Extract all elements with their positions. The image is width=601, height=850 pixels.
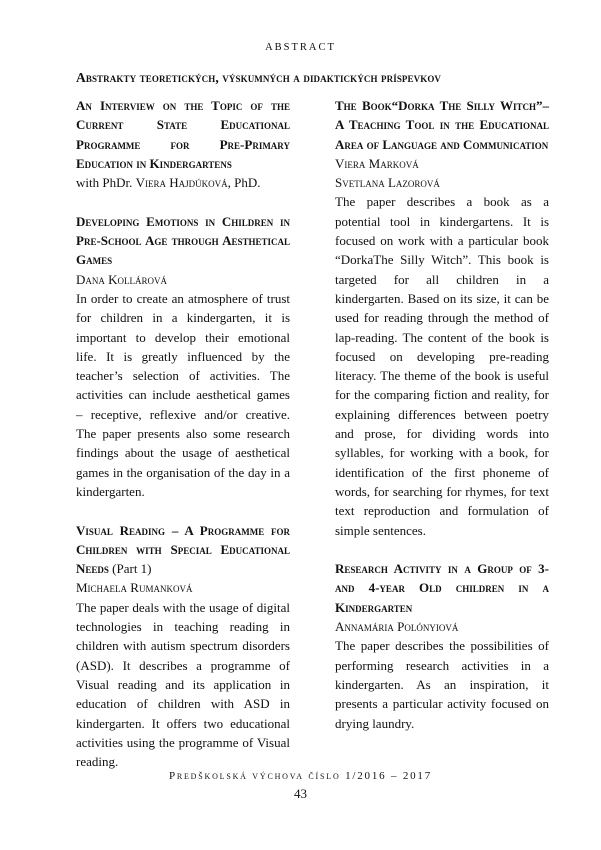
footer-journal: Predškolská výchova číslo 1/2016 – 2017 [168,770,433,782]
right-column [335,96,549,733]
entry-dorka-book [335,96,549,540]
entry-interview [76,96,290,192]
entry-abstract: The paper deals with the usage of digital technologies in teaching reading in children with autism spectrum disorders (ASD). It describes a programme of Visual reading and its application in education of children with ASD in kindergarten. It offers two educational activities using the programme of Visual reading. [76,599,290,770]
entry-developing-emotions [76,212,290,501]
entry-research-activity [335,559,549,733]
entry-title: The Book“Dorka The Silly Witch”– A Teaching Tool in the Educational Area of Language and Communication [335,98,549,152]
byline-suffix: , PhD. [227,175,261,191]
entry-title-main: Visual Reading – A Programme for Children with Special Educational Needs [76,522,290,577]
entry-abstract: The paper describes the possibilities of performing research activities in a kindergarten. As an inspiration, it presents a particular activity focused on drying laundry. [335,638,549,731]
entry-title: An Interview on the Topic of the Current State Educational Programme for Pre-Primary Education in Kindergartens [76,98,290,171]
entry-visual-reading [76,521,290,772]
entry-title: Research Activity in a Group of 3- and 4-year Old children in a Kindergarten [335,561,549,615]
left-column [76,96,290,771]
entry-author: Svetlana Lazorová [335,175,440,191]
entry-byline [76,173,290,192]
running-head: ABSTRACT [265,42,336,53]
entry-title-suffix: (Part 1) [108,561,152,577]
entry-author: Michaela Rumanková [76,580,193,596]
page-number: 43 [294,786,307,801]
entry-title: Developing Emotions in Children in Pre-School Age through Aesthetical Games [76,213,290,268]
entry-title [76,521,290,579]
byline-name: Viera Hajdúková [135,175,228,191]
entry-abstract: In order to create an atmosphere of trust for children in a kindergarten, it is important to develop their emotional life. It is greatly influenced by the teacher’s selection of activities. The activities can include aesthetical games – receptive, reflexive and/or creative. The paper presents also some research findings about the usage of aesthetical games in the organisation of the day in a kindergarten. [76,290,290,499]
byline-prefix: with PhDr. [76,175,136,191]
entry-abstract: The paper describes a book as a potential tool in kindergartens. It is focused on work with a particular book “DorkaThe Silly Witch”. This book is targeted for all children in a kindergarten. Based on its size, it can be used for reading through the method of lap-reading. The content of the book is focused on developing pre-reading literacy. The theme of the book is useful for the comparing fiction and reality, for explaining differences between poetry and prose, for dividing words into syllables, for working with a book, for identification of the first phoneme of words, for searching for rhymes, for text text reproduction and formulation of simple sentences. [335,194,549,538]
entry-author: Annamária Polónyiová [335,619,459,635]
entry-author: Dana Kollárová [76,271,168,287]
entry-author: Viera Marková [335,155,419,171]
section-heading: Abstrakty teoretických, výskumných a didaktických príspevkov [76,70,442,85]
